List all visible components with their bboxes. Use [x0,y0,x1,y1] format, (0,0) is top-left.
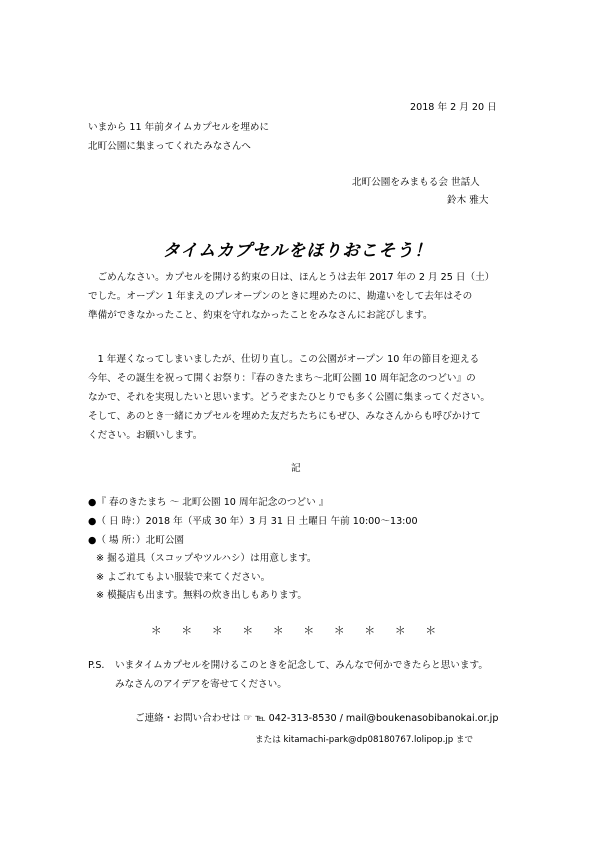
document-title: タイムカプセルをほりおこそう！ [162,241,433,261]
body-paragraph-2-line: なかで、それを実現したいと思います。どうぞまたひとりでも多く公園に集まってください。 [88,392,490,403]
detail-note: ※ 模擬店も出ます。無料の炊き出しもあります。 [96,590,308,601]
body-paragraph-2-line: 今年、その誕生を祝って開くお祭り：『春のきたまち～北町公園 10 周年記念のつどい』の [88,373,476,384]
sender-organization: 北町公園をみまもる会 世話人 [352,177,480,188]
recipient-line-1: いまから 11 年前タイムカプセルを埋めに [88,122,270,133]
body-paragraph-2-line: 1 年遅くなってしまいましたが、仕切り直し。この公園がオープン 10 年の節目を迎える [88,354,480,365]
body-paragraph-1-line: でした。オープン 1 年まえのプレオープンのときに埋めたのに、勘違いをして去年はその [88,291,473,302]
separator-stars: ＊ ＊ ＊ ＊ ＊ ＊ ＊ ＊ ＊ ＊ [150,624,445,637]
body-paragraph-2-line: そして、あのとき一緒にカプセルを埋めた友だちたちにもぜひ、みなさんからも呼びかけて [88,411,481,422]
detail-event: ●『 春のきたまち ～ 北町公園 10 周年記念のつどい 』 [88,497,329,508]
detail-place: ●（ 場 所：）北町公園 [88,535,185,546]
sender-name: 鈴木 雅大 [447,195,489,206]
ps-line-1: いまタイムカプセルを開けるこのときを記念して、みんなで何かできたらと思います。 [115,660,488,671]
detail-datetime: ●（ 日 時：）2018 年（平成 30 年）3 月 31 日 土曜日 午前 10:00～13:00 [88,516,418,527]
contact-line-2: または kitamachi-park@dp08180767.lolipop.jp まで [255,735,474,745]
letter-date: 2018 年 2 月 20 日 [410,102,497,113]
recipient-line-2: 北町公園に集まってくれたみなさんへ [88,141,251,152]
body-paragraph-2 [88,350,528,445]
contact-line-1: ご連絡・お問い合わせは ☞ ℡ 042-313-8530 / mail@boukenasobibanokai.or.jp [135,713,499,724]
detail-note: ※ 掘る道具（スコップやツルハシ）は用意します。 [96,553,317,564]
body-paragraph-2-line: ください。お願いします。 [88,430,203,441]
body-paragraph-1 [88,268,528,325]
detail-note: ※ よごれてもよい服装で来てください。 [96,572,271,583]
body-paragraph-1-line: ごめんなさい。カプセルを開ける約束の日は、ほんとうは去年 2017 年の 2 月 25 日（土） [88,272,495,283]
ps-label: P.S. [88,660,105,671]
body-paragraph-1-line: 準備ができなかったこと、約束を守れなかったことをみなさんにお詫びします。 [88,310,433,321]
ps-line-2: みなさんのアイデアを寄せてください。 [115,679,287,690]
ki-heading: 記 [291,463,301,474]
